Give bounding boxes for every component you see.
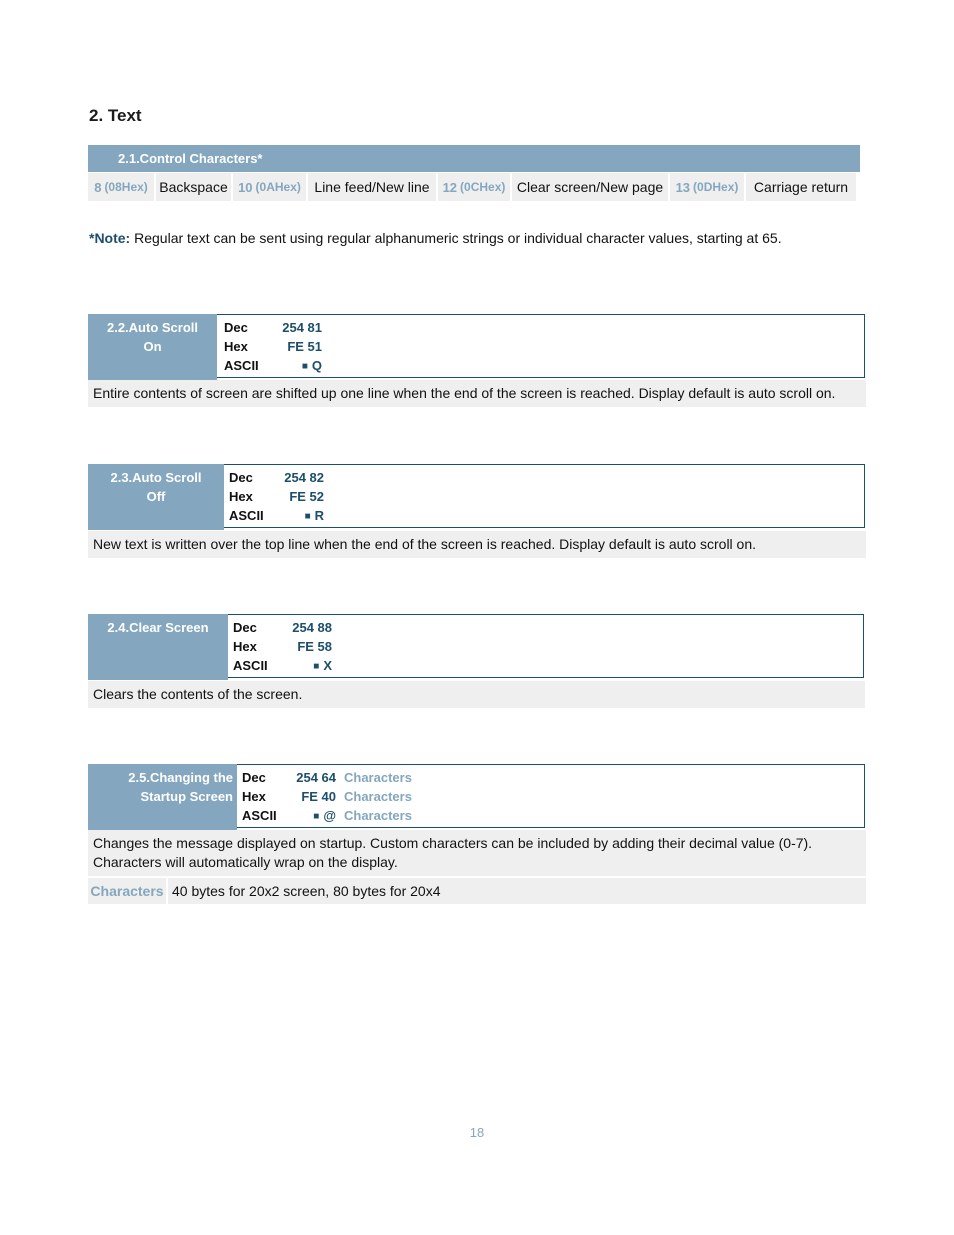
dec-label: Dec: [233, 620, 257, 635]
command-title: [88, 764, 237, 830]
hex-value: FE 51: [287, 339, 322, 354]
hex-label: Hex: [242, 789, 266, 804]
ascii-row: [242, 806, 412, 825]
dec-label: Dec: [229, 470, 253, 485]
section-title: 2. Text: [89, 106, 142, 125]
control-code-backspace: 8 (08Hex): [88, 173, 154, 201]
hex-row: [242, 787, 412, 806]
description-line1: Changes the message displayed on startup. Custom characters can be included by adding their decimal value (0-7).: [93, 835, 813, 851]
command-title-line1: 2.2.Auto Scroll: [106, 320, 199, 335]
parameter-name: Characters: [88, 878, 166, 904]
ascii-value: @: [323, 808, 336, 823]
page-number: 18: [469, 1125, 485, 1140]
command-description: New text is written over the top line when the end of the screen is reached. Display default is auto scroll on.: [88, 531, 866, 558]
ascii-row: [233, 656, 332, 675]
control-characters-row: [88, 173, 860, 201]
note: [89, 230, 782, 246]
command-title: [88, 314, 217, 380]
ascii-value: Q: [311, 358, 322, 373]
control-code-clear: 12 (0CHex): [438, 173, 510, 201]
command-changing-startup-screen: [88, 764, 866, 906]
control-characters-title: 2.1.Control Characters*: [118, 151, 263, 166]
hex-label: Hex: [224, 339, 248, 354]
command-title-line1: 2.4.Clear Screen: [107, 620, 209, 635]
square-bullet-icon: ■: [304, 511, 311, 522]
command-description: Entire contents of screen are shifted up one line when the end of the screen is reached. Display default is auto scroll on.: [88, 380, 866, 407]
control-label-backspace: Backspace: [156, 173, 231, 201]
square-bullet-icon: ■: [313, 661, 320, 672]
command-description: [88, 830, 866, 876]
dec-row: [224, 318, 322, 337]
dec-row: [242, 768, 412, 787]
square-bullet-icon: ■: [301, 361, 308, 372]
dec-row: [233, 618, 332, 637]
hex-label: Hex: [233, 639, 257, 654]
hex-row: [233, 637, 332, 656]
control-label-clear: Clear screen/New page: [512, 173, 668, 201]
command-description: Clears the contents of the screen.: [88, 681, 865, 708]
dec-label: Dec: [242, 770, 266, 785]
hex-value: FE 40: [301, 789, 336, 804]
dec-value: 254 82: [284, 470, 324, 485]
command-title: [88, 614, 228, 680]
control-characters-header: [88, 145, 860, 172]
note-text: Regular text can be sent using regular alphanumeric strings or individual character values, starting at 65.: [130, 230, 782, 246]
hex-param: Characters: [344, 789, 412, 804]
control-label-return: Carriage return: [746, 173, 856, 201]
command-auto-scroll-on: [88, 314, 866, 408]
dec-label: Dec: [224, 320, 248, 335]
ascii-row: [224, 356, 322, 375]
hex-value: FE 52: [289, 489, 324, 504]
square-bullet-icon: ■: [313, 811, 320, 822]
hex-label: Hex: [229, 489, 253, 504]
ascii-param: Characters: [344, 808, 412, 823]
ascii-label: ASCII: [224, 358, 259, 373]
ascii-value: R: [314, 508, 324, 523]
control-label-linefeed: Line feed/New line: [308, 173, 436, 201]
hex-value: FE 58: [297, 639, 332, 654]
ascii-label: ASCII: [233, 658, 268, 673]
command-title-line2: Off: [146, 489, 166, 504]
note-label: *Note:: [89, 230, 131, 246]
control-code-linefeed: 10 (0AHex): [233, 173, 306, 201]
command-title-line1: 2.5.Changing the: [128, 770, 233, 785]
ascii-label: ASCII: [242, 808, 277, 823]
ascii-row: [229, 506, 324, 525]
command-title-line1: 2.3.Auto Scroll: [110, 470, 202, 485]
dec-value: 254 64: [296, 770, 336, 785]
parameter-row: [88, 878, 866, 904]
control-code-return: 13 (0DHex): [670, 173, 744, 201]
command-title-line2: On: [143, 339, 162, 354]
command-title-line2: Startup Screen: [140, 789, 233, 804]
hex-row: [224, 337, 322, 356]
command-title: [88, 464, 224, 530]
command-auto-scroll-off: [88, 464, 866, 558]
description-line2: Characters will automatically wrap on the display.: [93, 854, 398, 870]
dec-row: [229, 468, 324, 487]
ascii-label: ASCII: [229, 508, 264, 523]
parameter-value: 40 bytes for 20x2 screen, 80 bytes for 20x4: [168, 878, 866, 904]
dec-value: 254 81: [282, 320, 322, 335]
hex-row: [229, 487, 324, 506]
dec-param: Characters: [344, 770, 412, 785]
command-clear-screen: [88, 614, 866, 708]
ascii-value: X: [323, 658, 332, 673]
dec-value: 254 88: [292, 620, 332, 635]
